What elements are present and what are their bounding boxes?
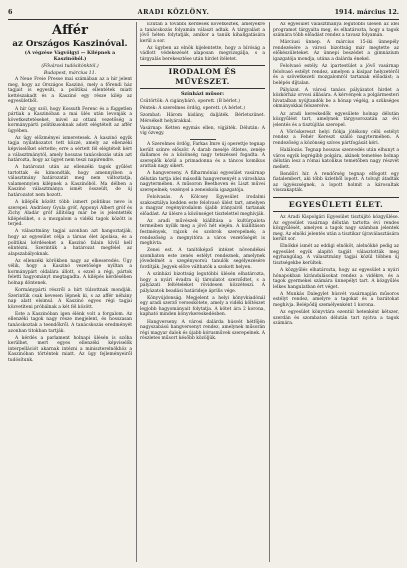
paragraph: Felolvasó estély. Az ipartestület a jövő vasárnap felolvasó estélyt rendez, amelyen a kisipar helyzetéről és a szövetkezeti mozgalomról tartanak előadást; a belépés díjtalan. — [273, 64, 399, 86]
paragraph: Könyvújdonság. Megjelent a helyi könyvkiadónál egy aradi szerző verseskötete, amely a vidéki költészet legjobb hagyományait folytatja. A kötet ára 2 korona, kapható minden könyvkereskedésben. — [140, 295, 265, 318]
paragraph: A színházi bizottság legutóbbi ülésén elhatározta, hogy a nyári évadra új társulatot szerződtet, s a pályázati feltételeket rövidesen közzéteszi. A pályázatok beadási határideje április vége. — [140, 272, 265, 294]
paragraph: Elnökké ismét az eddigi elnököt, alelnökké pedig az egyesület egyik alapító tagját választották meg egyhangúlag. A választmány tagjai közül többen új tisztségekbe kerültek. — [273, 244, 399, 266]
paragraph: A kérdés a parlament holnapi ülésén is szóba kerülhet, mert egyes ellenzéki képviselők interpellációt akarnak intézni a miniszterelnökhöz a Kaszinóban történtek miatt. Az ügy fejleményeiről tudósítunk. — [8, 335, 132, 363]
paragraph: Ezután a további kérdések következtek, amelyekre a tanácskozás folyamán választ adtak. A tárgyalást a jövő héten folytatják, amikor a tanúk kihallgatására kerül a sor. — [140, 22, 265, 44]
paragraph: A határozat után az ellenzéki tagok gyűlést tartottak és kimondták, hogy amennyiben a választmány határozatát meg nem változtatja, valamennyien kilépnek a Kaszinóból. Ma délben a Kaszinó választmánya ismét összeült, de új határozatot nem hozott. — [8, 165, 132, 198]
paragraph: Márciusi ünnep. A március 15-iki ünnepély rendezésére a városi bizottság már megtette az előkészületeket. Az ünnepi beszédet a gimnázium igazgatója mondja, utána a dalárda énekel. — [273, 40, 399, 62]
issue-date: 1914. március 12. — [334, 8, 399, 16]
article-deck: (A végzése Vágvölgyi — Kilépnek a Kaszinóból.) — [24, 51, 116, 62]
paragraph: A Szerelmes ördög, Farkas Imre új operettje tegnap került színre először. A darab meséje ötletes, zenéje dallamos és a közönség nagy tetszéssel fogadta. A szereplők közül a primadonna és a táncos komikus arattak nagy sikert. — [140, 142, 265, 170]
column-divider — [269, 22, 270, 562]
paragraph: Az aradi művészek kiállítása a kultúrpalota termeiben nyílik meg a jövő hét elején. A kiállításon festmények, rajzok és szobrok szerepelnek; a rendezőség a megnyitóra a város vezetőségét is meghívta. — [140, 218, 265, 247]
paragraph: Halálozás. Tegnap hosszas szenvedés után elhunyt a város egyik legrégibb polgára, akinek temetése holnap délután lesz a római katolikus temetőben nagy részvét mellett. — [273, 148, 399, 170]
paragraph: Zenei est. A tanítóképző intézet növendékei szombaton este zenés estélyt rendeznek, amelynek jövedelmét a szegénysorsú tanulók segélyezésére fordítják. Jegyek előre válthatók a szokott helyen. — [140, 248, 265, 270]
paragraph: Az ellenzéki körökben nagy az elkeseredés. Úgy vélik, hogy a Kaszinó vezetősége nyíltan a kormánypárt oldalára állott, s ezzel a régi, pártok feletti hagyományt megtagadta. A kilépés kérdésében holnap döntenek. — [8, 258, 132, 286]
paragraph: Este a Kaszinóban igen élénk volt a forgalom. Az ellenzéki tagok nagy része megjelent, és hosszasan tanácskoztak a teendőkről. A tanácskozás eredményét azonban titokban tartják. — [8, 311, 132, 334]
paragraph: Kormánypárti részről a hírt túlzottnak mondják. Szerintük csak kevesen lépnek ki, s az affér néhány nap alatt elsimul. A Kaszinó egyes régi tagjai közvetíteni próbálnak a két fél között. — [8, 288, 132, 310]
paragraph: Az ügyben az elnök kijelentette, hogy a bíróság a vádlott védekezését alaposan megvizsgálja, s a tárgyalás berekesztése után hirdet ítéletet. — [140, 45, 265, 62]
program-item: Szombat: Három kislány, daljáték. Bérletszünet. Mérsékelt helyárakkal. — [140, 113, 265, 124]
paragraph: A Vöröskereszt helyi fiókja jótékony célú estélyt rendez a Fehér Kereszt szálló nagytermében. A rendezőség a közönség szíves pártfogását kéri. — [273, 129, 399, 146]
paragraph: A közgyűlés elhatározta, hogy az egyesület a nyári hónapokban kirándulásokat rendez a vidékre, és a tagok gyermekei számára ünnepélyt tart. A közgyűlés lelkes hangulatban ért véget. — [273, 268, 399, 290]
paragraph: Rendőri hír. A rendőrség tegnap elfogott egy fiatalembert, aki több üzletből lopott. A tolvajt átadták az ügyészségnek, a lopott holmit a károsultak visszakapták. — [273, 171, 399, 194]
paragraph: A kilépők között több ismert politikus neve is szerepel. Andrássy Gyula gróf, Apponyi Albert gróf és Zichy Aladár gróf állítólag már be is jelentették kilépésüket, s a mozgalom a vidéki tagok között is terjed. — [8, 200, 132, 228]
paragraph: A hangverseny. A filharmóniai egyesület vasárnap délután tartja idei második hangversenyét a városháza nagytermében. A műsoron Beethoven és Liszt művei szerepelnek; vezényel a zeneiskola igazgatója. — [140, 171, 265, 193]
paragraph: Felolvasás. A Kölcsey Egyesület irodalmi szakosztálya kedden este felolvasó ülést tart, amelyen a magyar regényirodalom újabb irányairól tartanak előadást. Az ülésre a közönséget tisztelettel meghívják. — [140, 195, 265, 217]
column-divider — [136, 22, 137, 562]
column-2 — [140, 22, 265, 562]
paragraph: Hangverseny. A városi dalárda húsvét hétfőjén nagyszabású hangversenyt rendez, amelynek műsorán régi magyar dalok és újabb kórusművek szerepelnek. A részletes műsort később közöljük. — [140, 319, 265, 342]
header-rule — [8, 19, 399, 20]
article-subtitle: az Országos Kaszinóval. — [12, 39, 128, 49]
article-source: (Fővárosi tudósítónktól.) — [41, 64, 99, 70]
column-1 — [8, 22, 132, 562]
paragraph: Az aradi kereskedők egyesülete holnap délután közgyűlést tart, amelynek tárgysorozatán az évi jelentés és a tisztújítás szerepel. — [273, 111, 399, 128]
paragraph: Az ügy előzményei ismeretesek. A kaszinó egyik tagja nyilatkozatot tett közzé, amely az ellenzéki képviselőket sértette; erre a sértett fél elégtételt kért a választmánytól, amely hosszas tanácskozás után azt határozta, hogy az ügyet nem teszi napirendre. — [8, 135, 132, 164]
newspaper-title: ARADI KÖZLÖNY. — [137, 8, 210, 16]
column-3 — [273, 22, 399, 562]
separator — [190, 139, 216, 140]
paragraph: A választmány tagjai azonban azt hangoztatják, hogy az egyesület célja a társas élet ápolása, és a politikai kérdéseket a Kaszinó falain kívül kell elintézni. Szerintük a határozat megfelel az alapszabályoknak. — [8, 229, 132, 257]
program-item: Vasárnap: Ketten egymás ellen, vígjáték. Délután: A víg özvegy. — [140, 125, 265, 137]
section-heading-associations: EGYESÜLETI ÉLET. — [273, 197, 399, 212]
paragraph: A Munkás Dalegylet húsvét vasárnapján műsoros estélyt rendez, amelyre a tagokat és a barátokat meghívja. Belépődíj személyenként 1 korona. — [273, 291, 399, 308]
paragraph: A hír úgy szól, hogy Kossuth Ferenc és a független pártiak a Kaszinóban a mai ülés után levonják a következtetéseket, mivel az ottani vezetőség a kormánypárti politikusoknak adott elégtételt az affér ügyében. — [8, 106, 132, 134]
theater-program-heading: Színházi műsor: — [180, 91, 225, 98]
paragraph: Az egyesület választmánya legutóbbi ülésén az idei programot tárgyalta meg, és elhatározta, hogy a tagok számára több előadást rendez a tavasz folyamán. — [273, 22, 399, 39]
program-item: Csütörtök: A cigánybáró, operett. (B bérlet.) — [140, 98, 240, 104]
paragraph: Az Aradi Kispolgári Egyesület tisztújító közgyűlése. Az egyesület vasárnap délután tartotta évi rendes közgyűlését, amelyen a tagok nagy számban jelentek meg. Az elnöki jelentés után a tisztikar újraválasztására került sor. — [273, 215, 399, 243]
article-dateline: Budapest, március 11. — [43, 70, 97, 76]
section-heading-literature: IRODALOM ÉS MŰVÉSZET. — [140, 65, 265, 89]
paragraph: Pályázat. A városi tanács pályázatot hirdet a közkórház orvosi állására. A kérvények a polgármesteri hivatalban nyújtandók be a hónap végéig, a szükséges okmányokkal felszerelve. — [273, 87, 399, 110]
program-item: Péntek: A szerelmes ördög, operett. (A bérlet.) — [140, 106, 245, 112]
page-number: 6 — [8, 8, 13, 16]
paragraph: A Neue Freie Presse mai számában az a hír jelent meg, hogy az Országos Kaszinó, mely a főrendi ház tagjait is egyesíti, a politikai ellentétek miatt kettészakadt és a Kaszinó egy része kilép az egyesületből. — [8, 77, 132, 105]
paragraph: Az egyesület könyvtára ezentúl hetenként kétszer, szerdán és szombaton délután tart nyitva a tagok számára. — [273, 310, 399, 327]
page-header — [8, 6, 399, 18]
article-title: Affér — [52, 23, 88, 38]
